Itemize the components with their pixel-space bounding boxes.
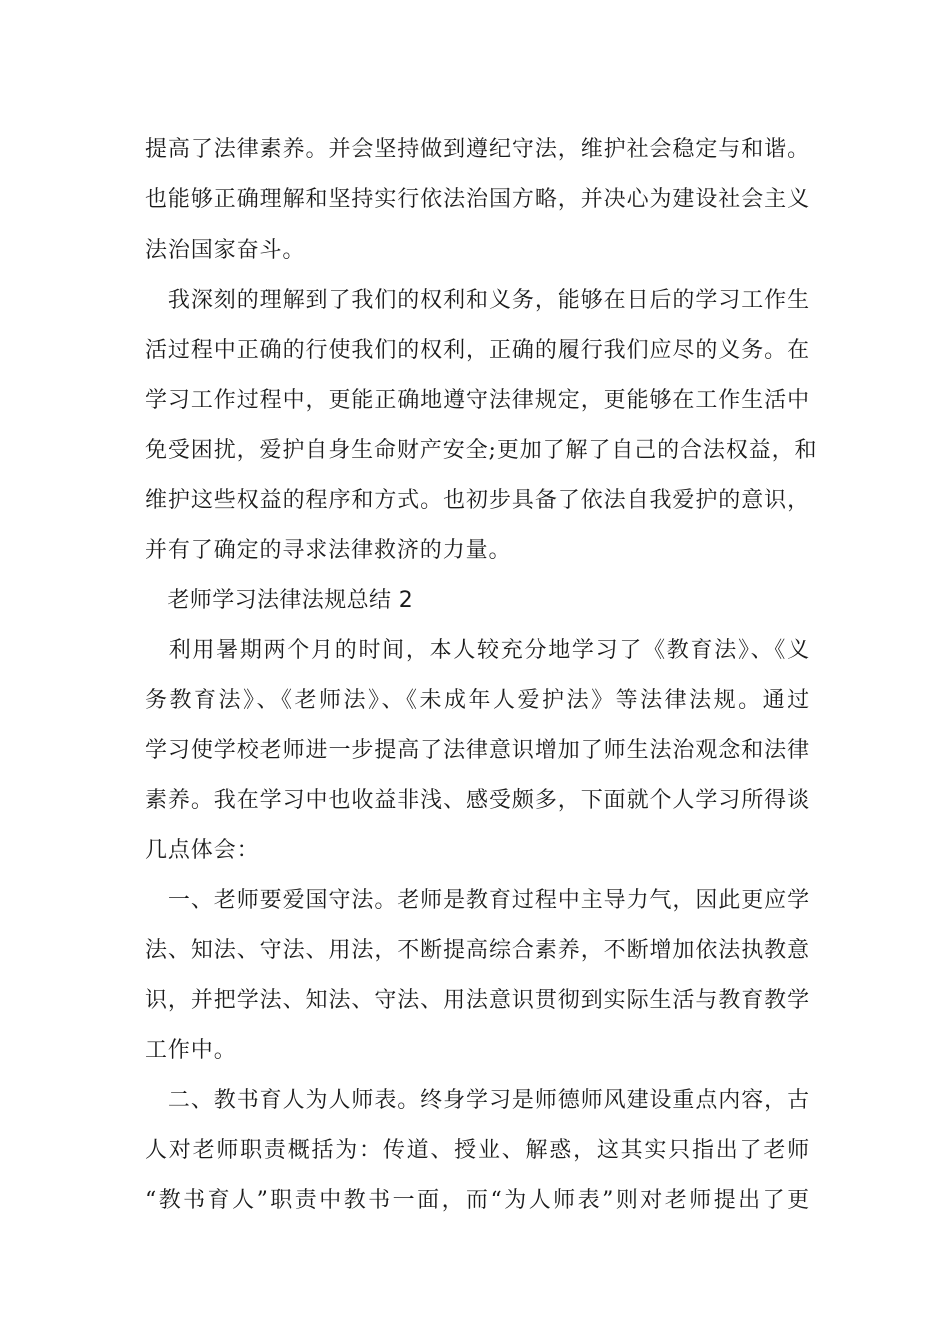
paragraph-line: 提高了法律素养。并会坚持做到遵纪守法，维护社会稳定与和谐。 xyxy=(145,137,810,162)
paragraph-line: 维护这些权益的程序和方式。也初步具备了依法自我爱护的意识， xyxy=(145,488,810,513)
paragraph-line: 也能够正确理解和坚持实行依法治国方略，并决心为建设社会主义 xyxy=(145,187,810,212)
paragraph-line: 法治国家奋斗。 xyxy=(145,238,306,263)
paragraph-line: 学习使学校老师进一步提高了法律意识增加了师生法治观念和法律 xyxy=(145,738,810,763)
paragraph-line: 我深刻的理解到了我们的权利和义务，能够在日后的学习工作生 xyxy=(145,288,810,313)
paragraph-line: “教书育人”职责中教书一面，而“为人师表”则对老师提出了更 xyxy=(145,1188,810,1213)
section-heading: 老师学习法律法规总结 2 xyxy=(145,588,414,613)
paragraph-line: 并有了确定的寻求法律救济的力量。 xyxy=(145,538,512,563)
paragraph-line: 几点体会： xyxy=(145,838,260,863)
paragraph-line: 免受困扰，爱护自身生命财产安全;更加了解了自己的合法权益，和 xyxy=(145,438,818,463)
paragraph-line: 识，并把学法、知法、守法、用法意识贯彻到实际生活与教育教学 xyxy=(145,988,810,1013)
paragraph-line: 法、知法、守法、用法，不断提高综合素养，不断增加依法执教意 xyxy=(145,938,810,963)
paragraph-line: 人对老师职责概括为：传道、授业、解惑，这其实只指出了老师 xyxy=(145,1138,810,1163)
paragraph-line: 学习工作过程中，更能正确地遵守法律规定，更能够在工作生活中 xyxy=(145,388,810,413)
paragraph-line: 素养。我在学习中也收益非浅、感受颇多，下面就个人学习所得谈 xyxy=(145,788,810,813)
paragraph-line: 利用暑期两个月的时间，本人较充分地学习了《教育法》、《义 xyxy=(145,638,810,663)
paragraph-line: 务教育法》、《老师法》、《未成年人爱护法》等法律法规。通过 xyxy=(145,688,810,713)
paragraph-line: 工作中。 xyxy=(145,1038,237,1063)
paragraph-line: 二、教书育人为人师表。终身学习是师德师风建设重点内容，古 xyxy=(145,1088,810,1113)
paragraph-line: 活过程中正确的行使我们的权利，正确的履行我们应尽的义务。在 xyxy=(145,338,810,363)
paragraph-line: 一、老师要爱国守法。老师是教育过程中主导力气，因此更应学 xyxy=(145,888,810,913)
